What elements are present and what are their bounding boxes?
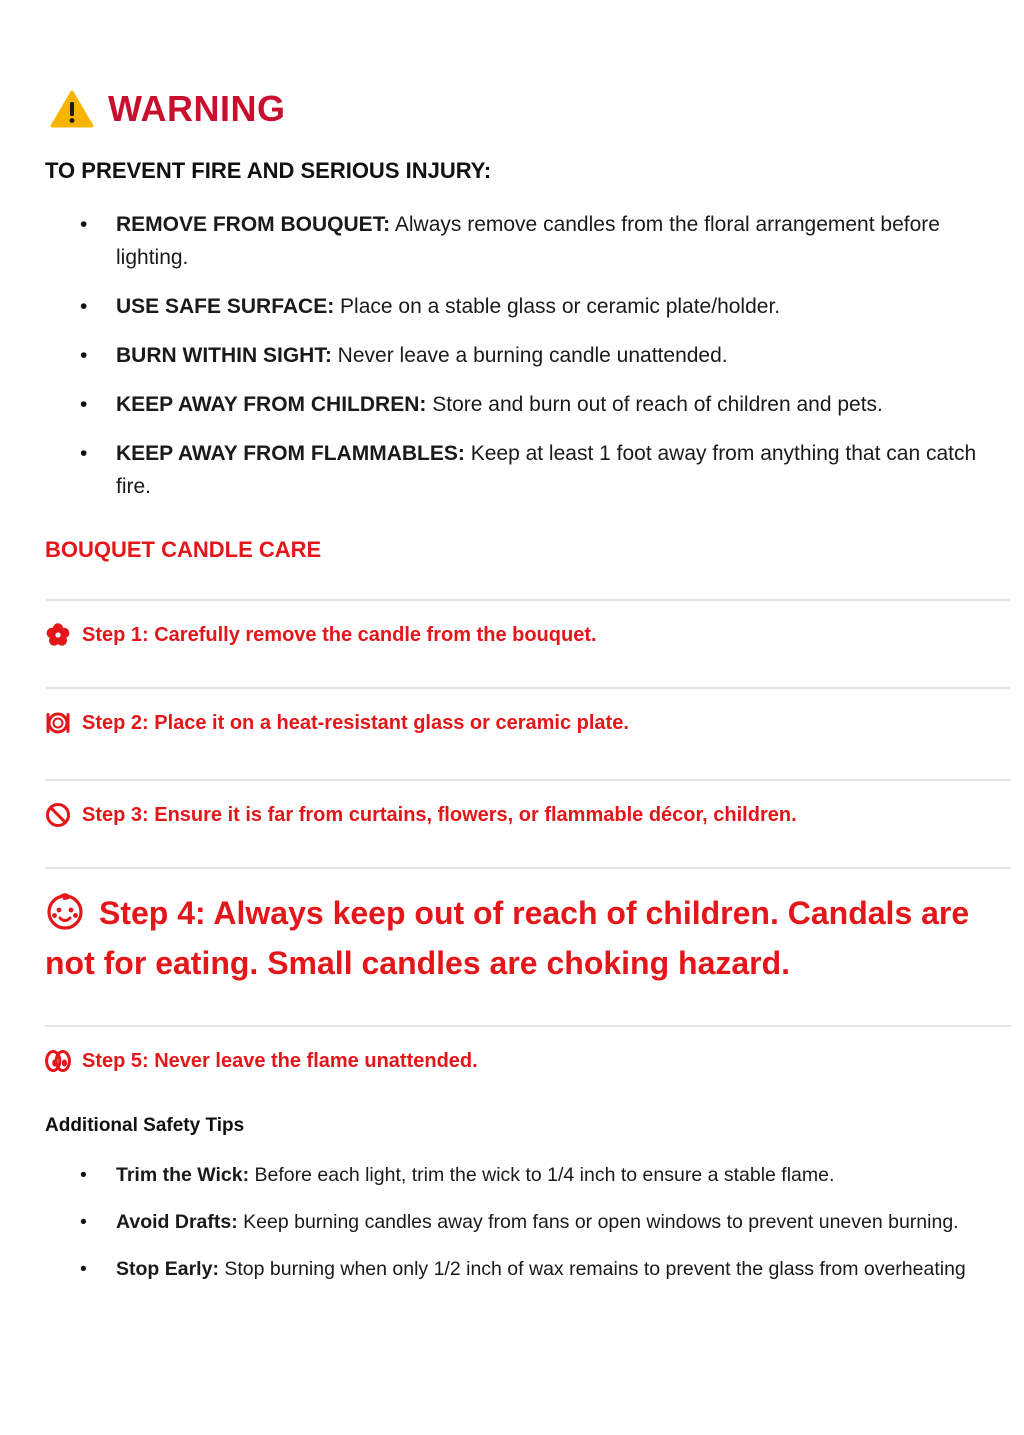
list-item [80,1160,980,1191]
item-text: Stop burning when only 1/2 inch of wax remains to prevent the glass from overheating [224,1258,966,1280]
item-label: USE SAFE SURFACE: [116,295,335,318]
item-text: Keep burning candles away from fans or open windows to prevent uneven burning. [243,1211,959,1233]
list-item [80,388,980,421]
item-label: KEEP AWAY FROM FLAMMABLES: [116,442,465,465]
item-text: Keep at least 1 foot away from anything that can catch fire. [116,442,977,498]
care-step-4 [45,888,985,988]
plate-icon [45,710,71,736]
divider [45,1025,1011,1027]
item-text: Before each light, trim the wick to 1/4 inch to ensure a stable flame. [254,1164,835,1186]
warning-list [80,208,980,519]
flower-icon [45,622,71,648]
item-label: KEEP AWAY FROM CHILDREN: [116,393,427,416]
list-item [80,1207,980,1238]
item-label: Stop Early: [116,1258,219,1280]
divider [45,599,1011,601]
baby-face-icon [45,891,85,931]
list-item [80,1254,980,1285]
list-item [80,437,980,503]
care-step-2 [45,709,629,737]
warning-title: WARNING [108,88,286,129]
warning-triangle-icon [50,89,94,129]
care-step-5 [45,1047,478,1075]
item-label: BURN WITHIN SIGHT: [116,344,332,367]
step-text: Step 2: Place it on a heat-resistant glass or ceramic plate. [82,711,629,734]
list-item [80,290,980,323]
warning-subheading: TO PREVENT FIRE AND SERIOUS INJURY: [45,158,492,183]
care-title: BOUQUET CANDLE CARE [45,537,322,562]
step-text: Step 5: Never leave the flame unattended. [82,1049,478,1072]
step-text: Step 4: Always keep out of reach of children. Candals are not for eating. Small candles are choking hazard. [45,895,970,981]
item-text: Always remove candles from the floral arrangement before lighting. [116,213,940,269]
divider [45,687,1011,689]
care-step-3 [45,801,797,829]
tips-title: Additional Safety Tips [45,1115,245,1136]
item-label: Trim the Wick: [116,1164,250,1186]
item-label: REMOVE FROM BOUQUET: [116,213,391,236]
care-step-1 [45,621,597,649]
item-text: Place on a stable glass or ceramic plate/holder. [340,295,781,318]
divider [45,779,1011,781]
tips-list [80,1160,980,1301]
item-text: Never leave a burning candle unattended. [337,344,728,367]
eyes-icon [45,1048,71,1074]
step-text: Step 3: Ensure it is far from curtains, flowers, or flammable décor, children. [82,803,797,826]
list-item [80,339,980,372]
divider [45,867,1011,869]
prohibited-icon [45,802,71,828]
step-text: Step 1: Carefully remove the candle from the bouquet. [82,623,597,646]
item-label: Avoid Drafts: [116,1211,238,1233]
list-item [80,208,980,274]
warning-header [50,86,286,132]
item-text: Store and burn out of reach of children and pets. [432,393,883,416]
